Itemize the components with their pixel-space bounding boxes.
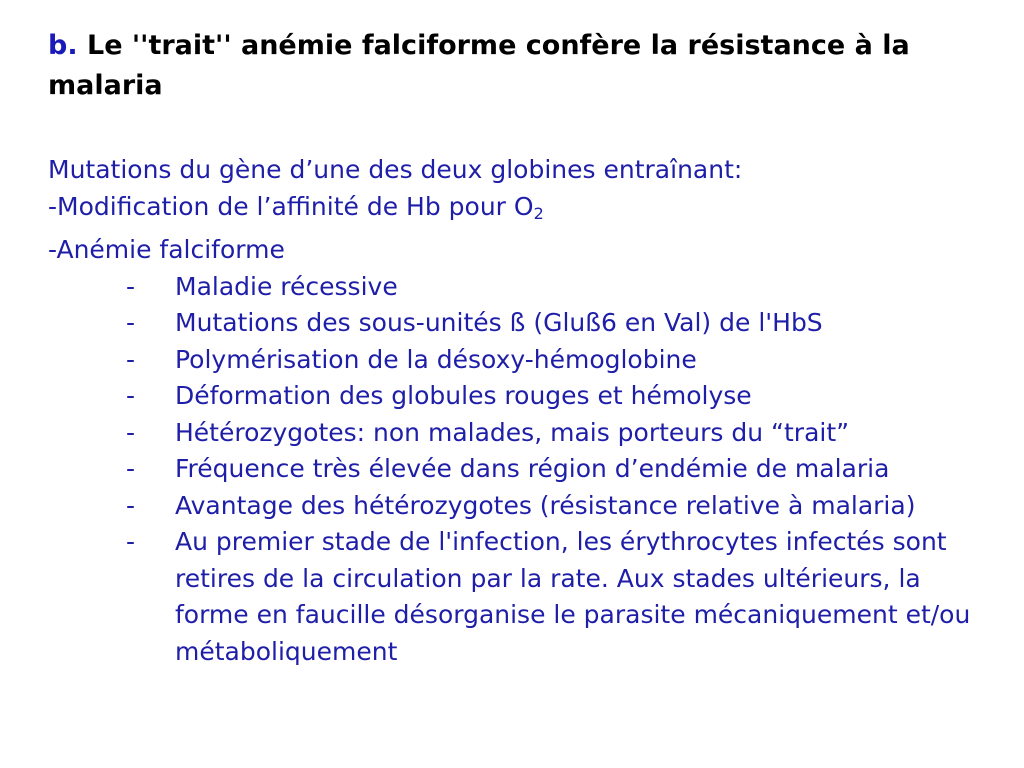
bullet-text: Avantage des hétérozygotes (résistance relative à malaria) xyxy=(175,490,916,520)
title-text: Le ''trait'' anémie falciforme confère la résistance à la malaria xyxy=(48,30,910,101)
bullet-dash: - xyxy=(126,527,136,556)
bullet-text: Maladie récessive xyxy=(175,271,398,301)
bullet-text: Polymérisation de la désoxy-hémoglobine xyxy=(175,344,697,374)
bullet-text: Déformation des globules rouges et hémolyse xyxy=(175,381,752,410)
intro-line: Mutations du gène d’une des deux globines entraînant: xyxy=(48,155,743,184)
list-item xyxy=(48,269,988,306)
list-item xyxy=(48,342,988,379)
bullet-text: Au premier stade de l'infection, les érythrocytes infectés sont retires de la circulation par la rate. Aux stades ultérieurs, la forme en faucille désorganise le parasite mécaniquement et/ou métaboliquement xyxy=(175,527,971,666)
bullet-text: Hétérozygotes: non malades, mais porteurs du “trait” xyxy=(175,417,850,447)
bullet-list xyxy=(48,269,988,671)
list-item xyxy=(48,488,988,525)
bullet-dash: - xyxy=(126,344,136,374)
bullet-dash: - xyxy=(126,308,136,337)
list-item xyxy=(48,415,988,452)
bullet-text: Fréquence très élevée dans région d’endémie de malaria xyxy=(175,454,890,483)
list-item xyxy=(48,305,988,342)
point-anemia: -Anémie falciforme xyxy=(48,235,285,264)
oxygen-subscript: 2 xyxy=(533,203,544,223)
point-affinity-text: -Modification de l’affinité de Hb pour O xyxy=(48,191,534,221)
list-item xyxy=(48,451,988,488)
slide-title xyxy=(48,26,978,106)
title-prefix: b. xyxy=(48,30,78,61)
bullet-dash: - xyxy=(126,417,136,447)
bullet-dash: - xyxy=(126,454,136,483)
bullet-dash: - xyxy=(126,490,136,520)
list-item xyxy=(48,524,988,670)
bullet-dash: - xyxy=(126,381,136,410)
bullet-dash: - xyxy=(126,271,136,301)
list-item xyxy=(48,378,988,415)
slide-body xyxy=(48,152,988,670)
bullet-text: Mutations des sous-unités ß (Gluß6 en Val) de l'HbS xyxy=(175,308,823,337)
point-affinity xyxy=(48,189,988,233)
